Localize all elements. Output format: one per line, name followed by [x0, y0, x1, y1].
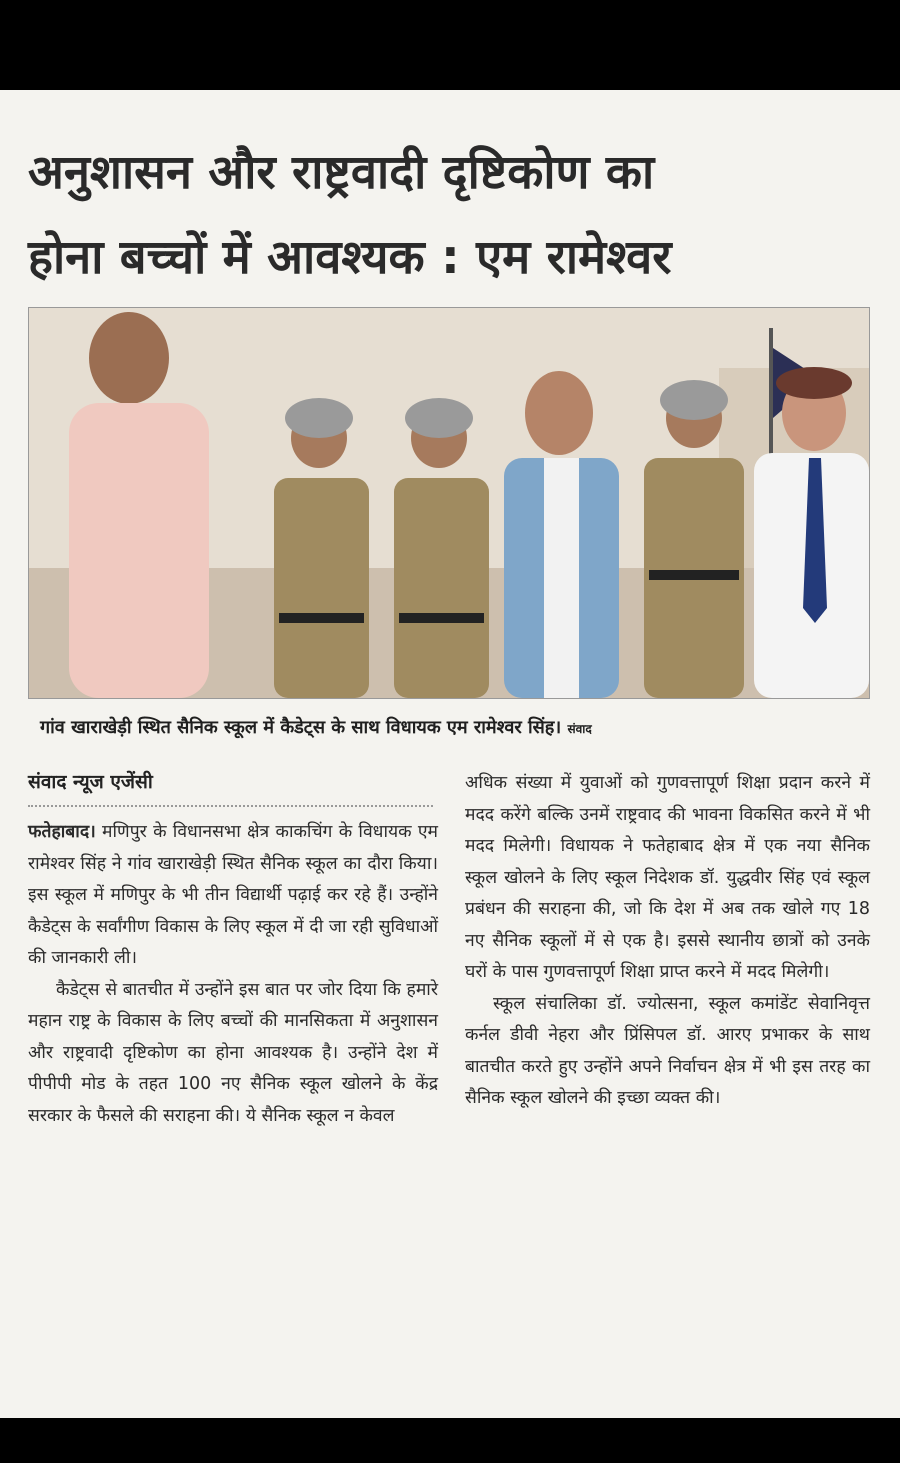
caption-text: गांव खाराखेड़ी स्थित सैनिक स्कूल में कैडेट्स के साथ विधायक एम रामेश्वर सिंह।: [40, 717, 562, 738]
headline-line-1: अनुशासन और राष्ट्रवादी दृष्टिकोण का: [28, 145, 655, 200]
dateline: फतेहाबाद।: [28, 822, 96, 842]
byline-divider: [28, 805, 433, 807]
paragraph-2: कैडेट्स से बातचीत में उन्होंने इस बात पर जोर दिया कि हमारे महान राष्ट्र के विकास के लिए बच्चों की मानसिकता में अनुशासन और राष्ट्रवादी दृष्टिकोण का होना आवश्यक है। उन्होंने देश में पीपीपी मोड के तहत 100 नए सैनिक स्कूल खोलने के केंद्र सरकार के फैसले की सराहना की। ये सैनिक स्कूल न केवल: [28, 979, 438, 1126]
paragraph-1: [28, 817, 438, 975]
photo-illustration: [29, 308, 869, 698]
paragraph-4: स्कूल संचालिका डॉ. ज्योत्सना, स्कूल कमांडेंट सेवानिवृत्त कर्नल डीवी नेहरा और प्रिंसिपल डॉ. आरए प्रभाकर के साथ बातचीत करते हुए उन्होंने अपने निर्वाचन क्षेत्र में भी इस तरह का सैनिक स्कूल खोलने की इच्छा व्यक्त की।: [465, 993, 870, 1108]
column-right: [465, 768, 870, 1115]
photo-caption: [40, 715, 870, 739]
column-left: [28, 817, 438, 1132]
top-black-bar: [0, 0, 900, 90]
headline: [28, 130, 878, 300]
news-photo: [28, 307, 870, 699]
byline: संवाद न्यूज एजेंसी: [28, 771, 153, 793]
paragraph-3: अधिक संख्या में युवाओं को गुणवत्तापूर्ण शिक्षा प्रदान करने में मदद करेंगे बल्कि उनमें राष्ट्रवाद की भावना विकसित करने में भी मदद मिलेगी। विधायक ने फतेहाबाद क्षेत्र में एक नया सैनिक स्कूल खोलने के लिए स्कूल निदेशक डॉ. युद्धवीर सिंह एवं स्कूल प्रबंधन की सराहना की, जो कि देश में अब तक खोले गए 18 नए सैनिक स्कूलों में से एक है। इससे स्थानीय छात्रों को उनके घरों के पास गुणवत्तापूर्ण शिक्षा प्राप्त करने में मदद मिलेगी।: [465, 773, 870, 982]
paragraph-1-text: मणिपुर के विधानसभा क्षेत्र काकचिंग के विधायक एम रामेश्वर सिंह ने गांव खाराखेड़ी स्थित सैनिक स्कूल का दौरा किया। इस स्कूल में मणिपुर के भी तीन विद्यार्थी पढ़ाई कर रहे हैं। उन्होंने कैडेट्स के सर्वांगीण विकास के लिए स्कूल में दी जा रही सुविधाओं की जानकारी ली।: [28, 822, 438, 968]
photo-credit: संवाद: [567, 722, 592, 736]
headline-line-2: होना बच्चों में आवश्यक : एम रामेश्वर: [28, 230, 672, 285]
bottom-black-bar: [0, 1418, 900, 1463]
